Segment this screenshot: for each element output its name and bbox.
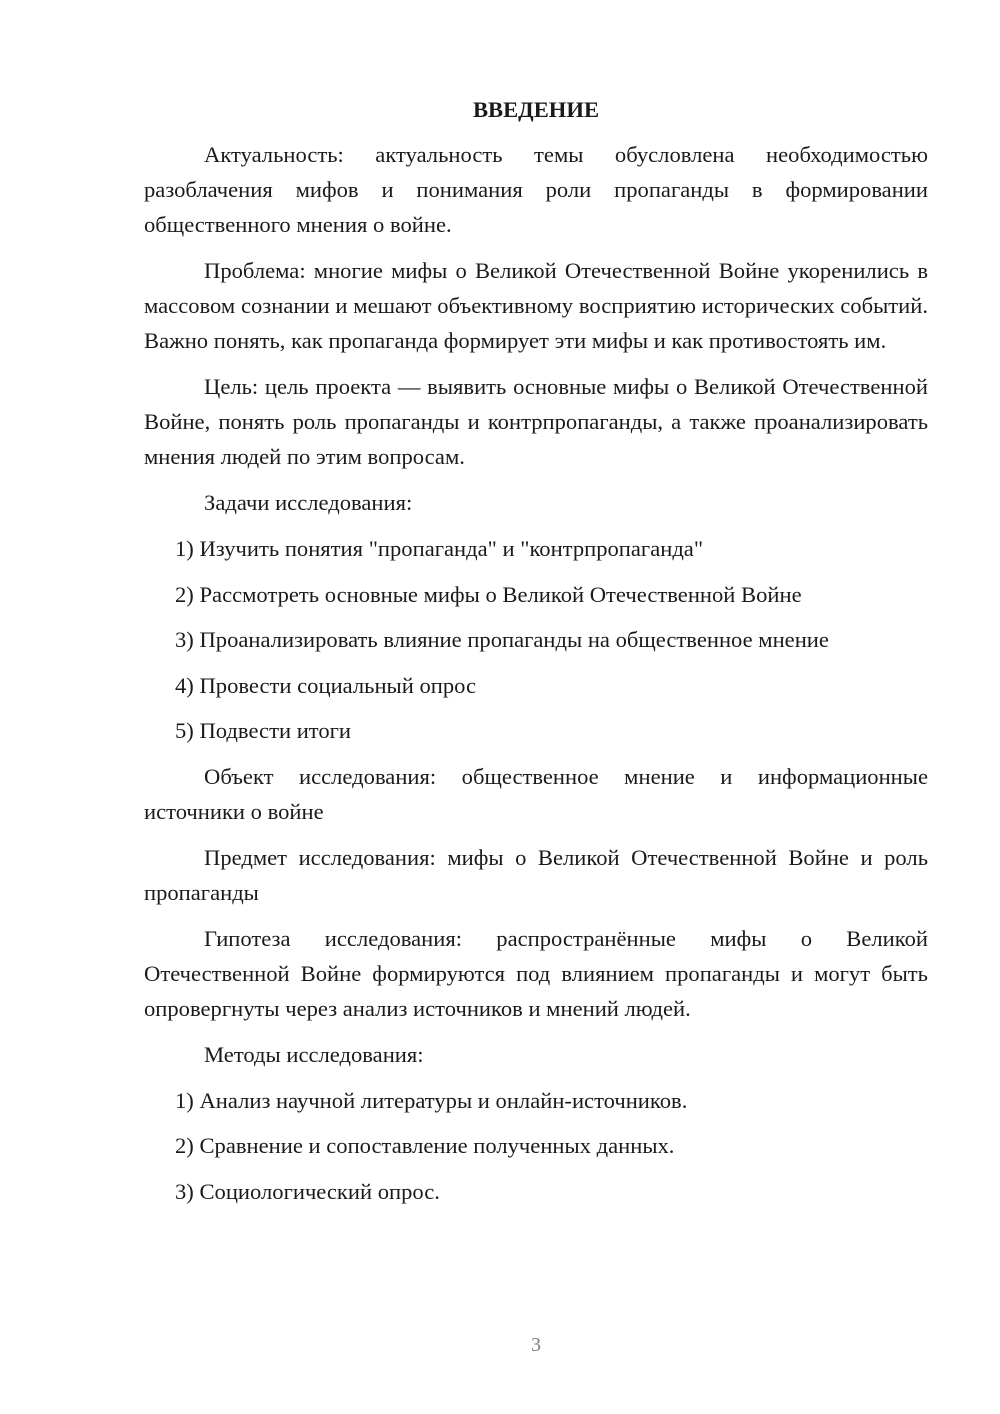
paragraph-goal: Цель: цель проекта — выявить основные мифы о Великой Отечественной Войне, понять роль пропаганды и контрпропаганды, а также проанализировать мнения людей по этим вопросам. [144, 374, 928, 469]
page-content [144, 95, 928, 1219]
page-number: 3 [531, 1334, 541, 1356]
list-item: 2) Сравнение и сопоставление полученных данных. [175, 1133, 675, 1158]
list-item: 5) Подвести итоги [175, 718, 352, 743]
methods-title: Методы исследования: [204, 1041, 424, 1067]
paragraph-relevance: Актуальность: актуальность темы обусловлена необходимостью разоблачения мифов и понимания роли пропаганды в формировании общественного мнения о войне. [144, 142, 928, 237]
tasks-list [144, 531, 928, 748]
paragraph-problem: Проблема: многие мифы о Великой Отечественной Войне укоренились в массовом сознании и мешают объективному восприятию исторических событий. Важно понять, как пропаганда формирует эти мифы и как противостоять им. [144, 258, 928, 353]
paragraph-subject: Предмет исследования: мифы о Великой Отечественной Войне и роль пропаганды [144, 844, 928, 905]
paragraph-hypothesis: Гипотеза исследования: распространённые мифы о Великой Отечественной Войне формируются под влиянием пропаганды и могут быть опровергнуты через анализ источников и мнений людей. [144, 925, 928, 1021]
list-item: 2) Рассмотреть основные мифы о Великой Отечественной Войне [175, 581, 802, 607]
list-item: 4) Провести социальный опрос [175, 672, 477, 698]
methods-list [144, 1083, 928, 1209]
list-item: 1) Анализ научной литературы и онлайн-источников. [175, 1087, 688, 1113]
paragraph-object: Объект исследования: общественное мнение и информационные источники о войне [144, 763, 928, 824]
list-item: 3) Социологический опрос. [175, 1178, 440, 1204]
list-item: 1) Изучить понятия "пропаганда" и "контрпропаганда" [175, 536, 704, 561]
section-heading: ВВЕДЕНИЕ [472, 97, 600, 122]
tasks-title: Задачи исследования: [204, 490, 413, 515]
list-item: 3) Проанализировать влияние пропаганды на общественное мнение [175, 627, 829, 652]
